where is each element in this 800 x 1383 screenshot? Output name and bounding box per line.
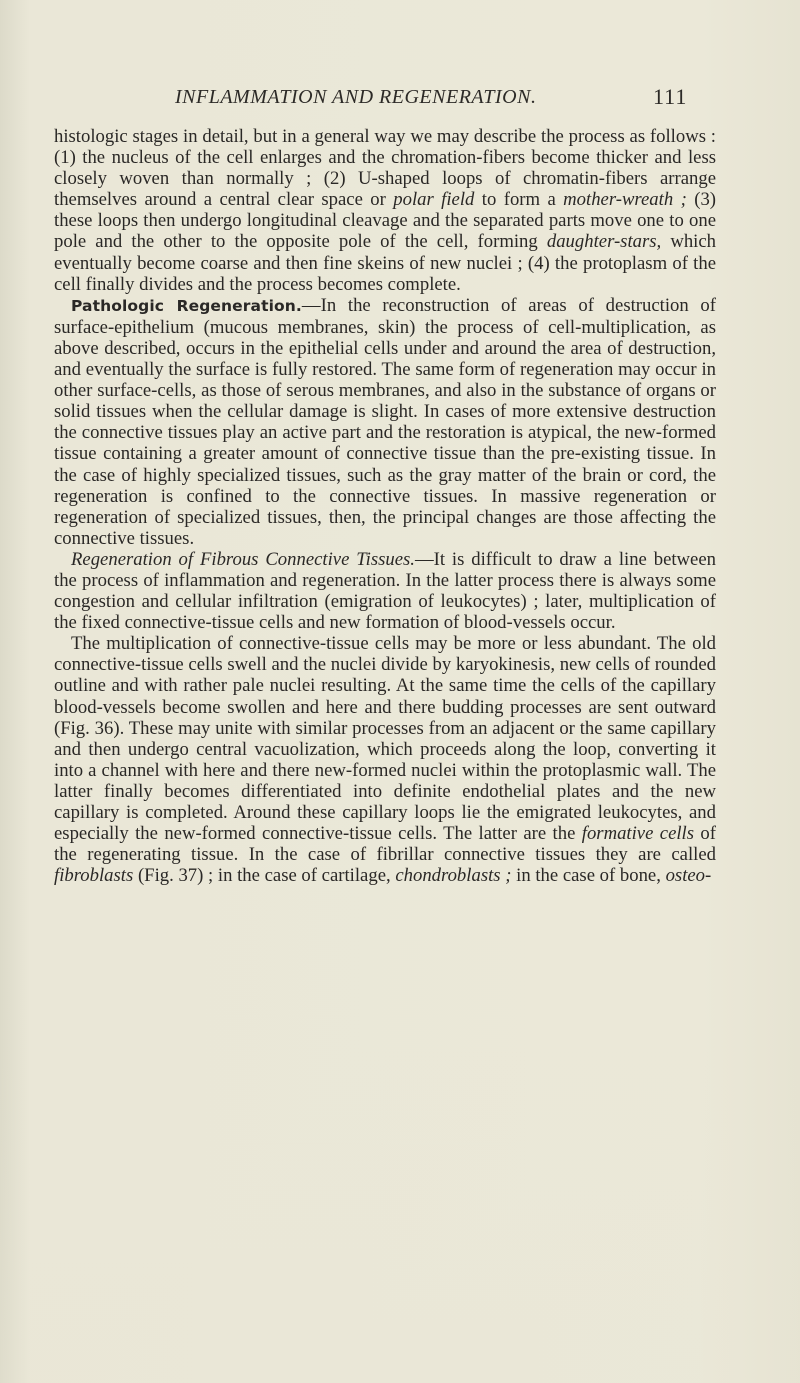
page-shading bbox=[0, 1043, 800, 1383]
body-text bbox=[54, 126, 716, 886]
italic-term: mother-wreath ; bbox=[563, 189, 687, 211]
paragraph-pathologic-regeneration bbox=[54, 295, 716, 549]
page-number: 111 bbox=[653, 84, 688, 109]
paragraph-fibrous-connective-tissues bbox=[54, 549, 716, 633]
text-run: in the case of bone, bbox=[511, 865, 666, 887]
text-run: —It is difficult to draw a line between the process of inflammation and regeneration. In the latter process there is always some congestion and cellular infiltration (emigration of leukocytes) ; later, multiplication of the fixed connective-tissue cells and new formation of blood-vessels occur. bbox=[54, 548, 716, 634]
italic-term: polar field bbox=[393, 189, 475, 211]
running-head: INFLAMMATION AND REGENERATION. bbox=[175, 86, 537, 108]
text-run: which eventually become coarse and then fine skeins of new nuclei ; (4) the protoplasm of the cell finally divides and the process becomes complete. bbox=[54, 231, 717, 295]
text-run: The multiplication of connective-tissue cells may be more or less abundant. The old connective-tissue cells swell and the nuclei divide by karyokinesis, new cells of rounded outline and with rather pale nuclei resulting. At the same time the cells of the capillary blood-vessels become swollen and here and there budding processes are sent outward (Fig. 36). These may unite with similar processes from an adjacent or the same capillary and then undergo central vacuolization, which proceeds along the loop, converting it into a channel with here and there new-formed nuclei within the protoplasmic wall. The latter finally becomes differentiated into definite endothelial plates and the new capillary is completed. Around these capillary loops lie the emigrated leukocytes, and especially the new-formed connective-tissue cells. The latter are the bbox=[54, 633, 716, 845]
section-heading: Pathologic Regeneration. bbox=[71, 296, 302, 315]
italic-term: osteo- bbox=[665, 865, 712, 887]
text-run: to form a bbox=[474, 189, 564, 211]
text-run: —In the reconstruction of areas of destruction of surface-epithelium (mucous membranes, skin) the process of cell-multiplication, as above described, occurs in the epithelial cells under and around the area of destruction, and eventually the surface is fully restored. The same form of regeneration may occur in other surface-cells, as those of serous membranes, and also in the substance of organs or solid tissues when the cellular damage is slight. In cases of more extensive destruction the connective tissues play an active part and the restoration is atypical, the new-formed tissue containing a greater amount of connective tissue than the pre-existing tissue. In the case of highly specialized tissues, such as the gray matter of the brain or cord, the regeneration is confined to the connective tissues. In massive regeneration or regeneration of specialized tissues, then, the principal changes are those affecting the connective tissues. bbox=[54, 294, 716, 549]
italic-term: daughter-stars, bbox=[546, 231, 662, 253]
italic-term: fibroblasts bbox=[54, 865, 134, 887]
section-heading: Regeneration of Fibrous Connective Tissues. bbox=[71, 548, 415, 570]
paragraph-mitosis-stages bbox=[54, 126, 716, 295]
italic-term: chondroblasts ; bbox=[395, 865, 512, 887]
text-run: (3) these loops then undergo longitudinal cleavage and the separated parts move one to one pole and the other to the opposite pole of the cell, forming bbox=[54, 189, 717, 253]
text-run: (Fig. 37) ; in the case of cartilage, bbox=[133, 865, 396, 887]
text-run: histologic stages in detail, but in a general way we may describe the process as follows : (1) the nucleus of the cell enlarges and the chromation-fibers become thicker and less closely woven than normally ; (2) U-shaped loops of chromatin-fibers arrange themselves around a central clear space or bbox=[54, 126, 716, 211]
italic-term: formative cells bbox=[581, 823, 695, 845]
paragraph-cell-multiplication bbox=[54, 633, 716, 886]
text-run: of the regenerating tissue. In the case of fibrillar connective tissues they are called bbox=[54, 823, 716, 866]
